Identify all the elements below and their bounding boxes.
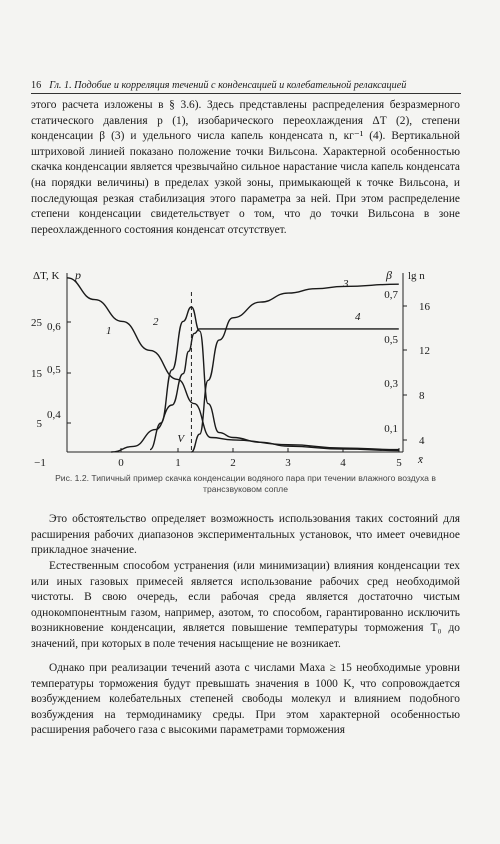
paragraph-2: Это обстоятельство определяет возможность использования таких состояний для расширения рабочих диапазонов экспериментальных установок, что имеет очевидное прикладное значение. xyxy=(31,513,460,557)
paragraph-3: Естественным способом устранения (или минимизации) влияния конденсации тех или иных газовых примесей является использование рабочих сред необходимой чистоты. В свою очередь, если рабочая среда является достаточно чистым однокомпонентным газом, например, азотом, то способом, гарантированно исключить возникновение конденсации, является повышение температуры торможения T₀ до значений, при которых в поле течения насыщение не возникает. xyxy=(31,560,460,650)
page-number: 16 xyxy=(31,80,42,91)
curve-label-2: 2 xyxy=(153,316,159,328)
lgn-tick-label: 12 xyxy=(419,345,430,357)
beta-tick-label: 0,1 xyxy=(384,423,398,435)
p-tick-label: 0,4 xyxy=(47,409,61,421)
x-tick-label: 2 xyxy=(230,457,236,469)
curve-1 xyxy=(67,278,399,450)
curve-label-4: 4 xyxy=(355,311,361,323)
wilson-point-label: V xyxy=(177,433,185,445)
beta-tick-label: 0,7 xyxy=(384,289,398,301)
curve-4 xyxy=(111,329,399,452)
curve-label-3: 3 xyxy=(343,278,349,290)
beta-tick-label: 0,3 xyxy=(384,378,398,390)
x-tick-label: 4 xyxy=(340,457,346,469)
deltaT-tick-label: 5 xyxy=(36,418,42,430)
lgn-tick-label: 8 xyxy=(419,390,425,402)
deltaT-tick-label: 15 xyxy=(31,368,42,380)
lgn-tick-label: 4 xyxy=(419,435,425,447)
x-tick-label: 1 xyxy=(175,457,181,469)
deltaT-axis-label: ΔT, K xyxy=(33,270,60,282)
lgn-axis-label: lg n xyxy=(408,270,425,282)
running-header xyxy=(31,80,461,94)
p-tick-label: 0,5 xyxy=(47,364,61,376)
x-tick-label: −1 xyxy=(34,457,46,469)
p-axis-label: p xyxy=(75,268,81,282)
paragraph-4: Однако при реализации течений азота с числами Маха ≥ 15 необходимые уровни температуры торможения будут превышать значения в 1000 K, что сопровождается возбуждением колебательных степеней свободы молекул и влиянием подобного возбуждения на термодинамику среды. При этом характерной особенностью расширения рабочего газа с высокими параметрами торможения xyxy=(31,662,460,737)
running-title: Гл. 1. Подобие и корреляция течений с конденсацией и колебательной релаксацией xyxy=(49,80,407,91)
figure-1-2 xyxy=(0,258,500,470)
x-axis-label: x̄ xyxy=(418,454,423,466)
curve-label-1: 1 xyxy=(106,325,112,337)
deltaT-tick-label: 25 xyxy=(31,317,42,329)
x-tick-label: 5 xyxy=(396,457,402,469)
x-tick-label: 0 xyxy=(118,457,124,469)
p-tick-label: 0,6 xyxy=(47,321,61,333)
x-tick-label: 3 xyxy=(285,457,291,469)
figure-caption: Рис. 1.2. Типичный пример скачка конденсации водяного пара при течении влажного воздуха в трансзвуковом сопле xyxy=(55,473,436,494)
lgn-tick-label: 16 xyxy=(419,301,430,313)
curve-3 xyxy=(191,284,398,452)
beta-axis-label: β xyxy=(386,268,392,282)
beta-tick-label: 0,5 xyxy=(384,334,398,346)
paragraph-1: этого расчета изложены в § 3.6). Здесь представлены распределения безразмерного статического давления p (1), изобарического переохлаждения ΔT (2), степени конденсации β (3) и удельного числа капель конденсата n, кг⁻¹ (4). Вертикальной штриховой линией показано положение точки Вильсона. Характерной особенностью скачка конденсации является чрезвычайно сильное нарастание числа капель конденсата (на порядки величины) в пределах узкой зоны, примыкающей к точке Вильсона, и последующая резкая стабилизация этого параметра за ней. При этом распределение степени конденсации свидетельствует о том, что до точки Вильсона в зоне переохлажденного состояния конденсат отсутствует. xyxy=(31,99,460,236)
